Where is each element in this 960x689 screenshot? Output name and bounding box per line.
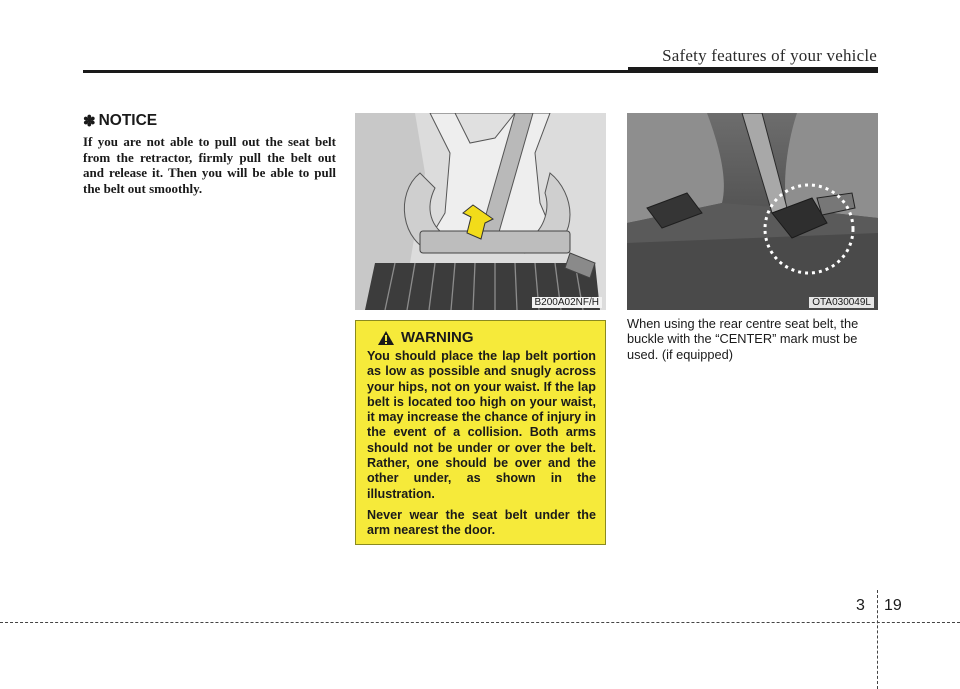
notice-title: NOTICE: [98, 112, 158, 129]
notice-heading: [83, 112, 336, 130]
footer-divider: [0, 622, 960, 623]
figure-code-left: B200A02NF/H: [532, 297, 602, 308]
rear-center-buckle-photo: [627, 113, 878, 310]
lap-belt-drawing: [355, 113, 606, 310]
warning-title: WARNING: [401, 329, 474, 346]
warning-header: [377, 329, 596, 346]
warning-paragraph-2: Never wear the seat belt under the arm nearest the door.: [367, 507, 596, 538]
notice-body: If you are not able to pull out the seat belt from the retractor, firmly pull the belt out and release it. Then you will be able to pull the belt out smoothly.: [83, 134, 336, 196]
figure-code-right: OTA030049L: [809, 297, 874, 308]
lap-belt-illustration: [355, 113, 606, 310]
footer-vertical-divider: [877, 590, 878, 689]
warning-box: [355, 320, 606, 545]
rear-center-belt-text: When using the rear centre seat belt, the buckle with the “CENTER” mark must be used. (if equipped): [627, 316, 859, 362]
notice-block: [83, 112, 336, 196]
chapter-number: 3: [856, 597, 865, 614]
notice-star-icon: ✽: [83, 113, 96, 130]
header-accent-bar: [628, 67, 878, 72]
page-number: 19: [884, 597, 902, 614]
rear-seat-drawing: [627, 113, 878, 310]
warning-paragraph-1: You should place the lap belt portion as low as possible and snugly across your hips, not on your waist. If the lap belt is located too high on your waist, it may increase the chance of injury in the event of a collision. Both arms should not be under or over the belt. Rather, one should be over and the other under, as shown in the illustration.: [367, 349, 596, 501]
section-title: Safety features of your vehicle: [662, 46, 877, 65]
warning-triangle-icon: [377, 330, 395, 346]
